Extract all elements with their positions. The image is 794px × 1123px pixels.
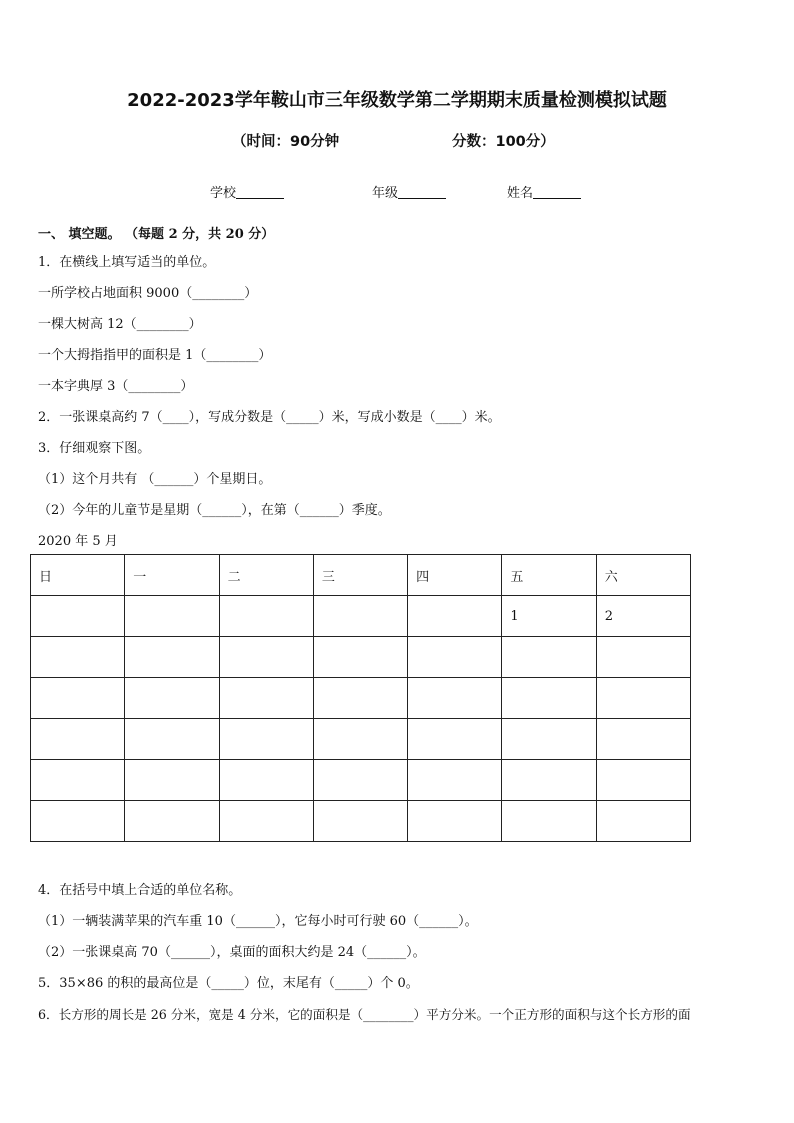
calendar-row [31,719,691,760]
calendar-cell [219,596,313,637]
calendar-cell [31,719,125,760]
calendar-row [31,596,691,637]
calendar-cell [125,637,219,678]
question-4: 4．在括号中填上合适的单位名称。 [38,883,242,898]
calendar-cell [125,719,219,760]
calendar-cell [31,596,125,637]
calendar-cell [31,801,125,842]
question-1d: 一本字典厚 3（________） [38,379,194,394]
exam-score: 分数：100分） [452,134,555,150]
section-heading: 一、 填空题。 （每题 2 分，共 20 分） [38,227,275,242]
calendar-row [31,678,691,719]
calendar-cell [313,719,407,760]
grade-label: 年级 [372,186,399,201]
grade-blank[interactable] [398,185,446,199]
calendar-cell [502,801,596,842]
calendar-cell [502,760,596,801]
calendar-cell [596,719,690,760]
name-blank[interactable] [533,185,581,199]
calendar-cell [596,678,690,719]
question-6: 6．长方形的周长是 26 分米，宽是 4 分米，它的面积是（________）平方分米。一个正方形的面积与这个长方形的面 [38,1007,691,1022]
calendar-cell [408,719,502,760]
question-1b: 一棵大树高 12（________） [38,317,202,332]
question-1a: 一所学校占地面积 9000（________） [38,286,258,301]
calendar-cell [408,760,502,801]
question-3a: （1）这个月共有 （______）个星期日。 [38,472,272,487]
calendar-header-cell: 六 [596,555,690,596]
school-blank[interactable] [236,185,284,199]
calendar-cell [219,637,313,678]
question-3b: （2）今年的儿童节是星期（______），在第（______）季度。 [38,503,391,518]
calendar-cell [596,801,690,842]
name-field[interactable] [507,182,581,201]
calendar-cell [31,760,125,801]
calendar-row [31,801,691,842]
page-title: 2022-2023学年鞍山市三年级数学第二学期期末质量检测模拟试题 [127,90,667,111]
calendar-cell [313,678,407,719]
calendar-row [31,760,691,801]
calendar-cell [125,760,219,801]
calendar-header-row [31,555,691,596]
calendar-cell [31,678,125,719]
calendar-cell [313,801,407,842]
calendar-header-cell: 一 [125,555,219,596]
calendar-cell: 2 [596,596,690,637]
grade-field[interactable] [372,182,446,201]
calendar-caption: 2020 年 5 月 [38,534,118,549]
calendar-table [30,554,691,842]
school-field[interactable] [210,182,284,201]
calendar-cell [596,760,690,801]
calendar-cell [31,637,125,678]
calendar-header-cell: 三 [313,555,407,596]
calendar-cell [219,760,313,801]
calendar-header-cell: 二 [219,555,313,596]
calendar-cell [125,678,219,719]
exam-time: （时间：90分钟 [232,134,340,150]
calendar-cell [219,678,313,719]
school-label: 学校 [210,186,237,201]
calendar-cell [313,596,407,637]
calendar-cell [502,678,596,719]
calendar-cell [408,637,502,678]
calendar-cell [502,719,596,760]
question-2: 2．一张课桌高约 7（____），写成分数是（_____）米，写成小数是（____）米。 [38,410,501,425]
question-4a: （1）一辆装满苹果的汽车重 10（______），它每小时可行驶 60（______）。 [38,914,478,929]
calendar-header-cell: 日 [31,555,125,596]
calendar-cell [408,678,502,719]
calendar-cell [408,801,502,842]
calendar-cell [313,637,407,678]
calendar-cell [408,596,502,637]
question-1: 1．在横线上填写适当的单位。 [38,255,216,270]
calendar-cell [219,719,313,760]
question-4b: （2）一张课桌高 70（______），桌面的面积大约是 24（______）。 [38,945,426,960]
calendar-cell [125,801,219,842]
question-3: 3．仔细观察下图。 [38,441,151,456]
calendar-row [31,637,691,678]
calendar-cell [596,637,690,678]
calendar-cell [219,801,313,842]
calendar-header-cell: 五 [502,555,596,596]
calendar-cell [502,637,596,678]
question-1c: 一个大拇指指甲的面积是 1（________） [38,348,272,363]
calendar-header-cell: 四 [408,555,502,596]
question-5: 5．35×86 的积的最高位是（_____）位，末尾有（_____）个 0。 [38,976,419,991]
calendar-cell [125,596,219,637]
calendar-cell: 1 [502,596,596,637]
calendar-cell [313,760,407,801]
name-label: 姓名 [507,186,534,201]
